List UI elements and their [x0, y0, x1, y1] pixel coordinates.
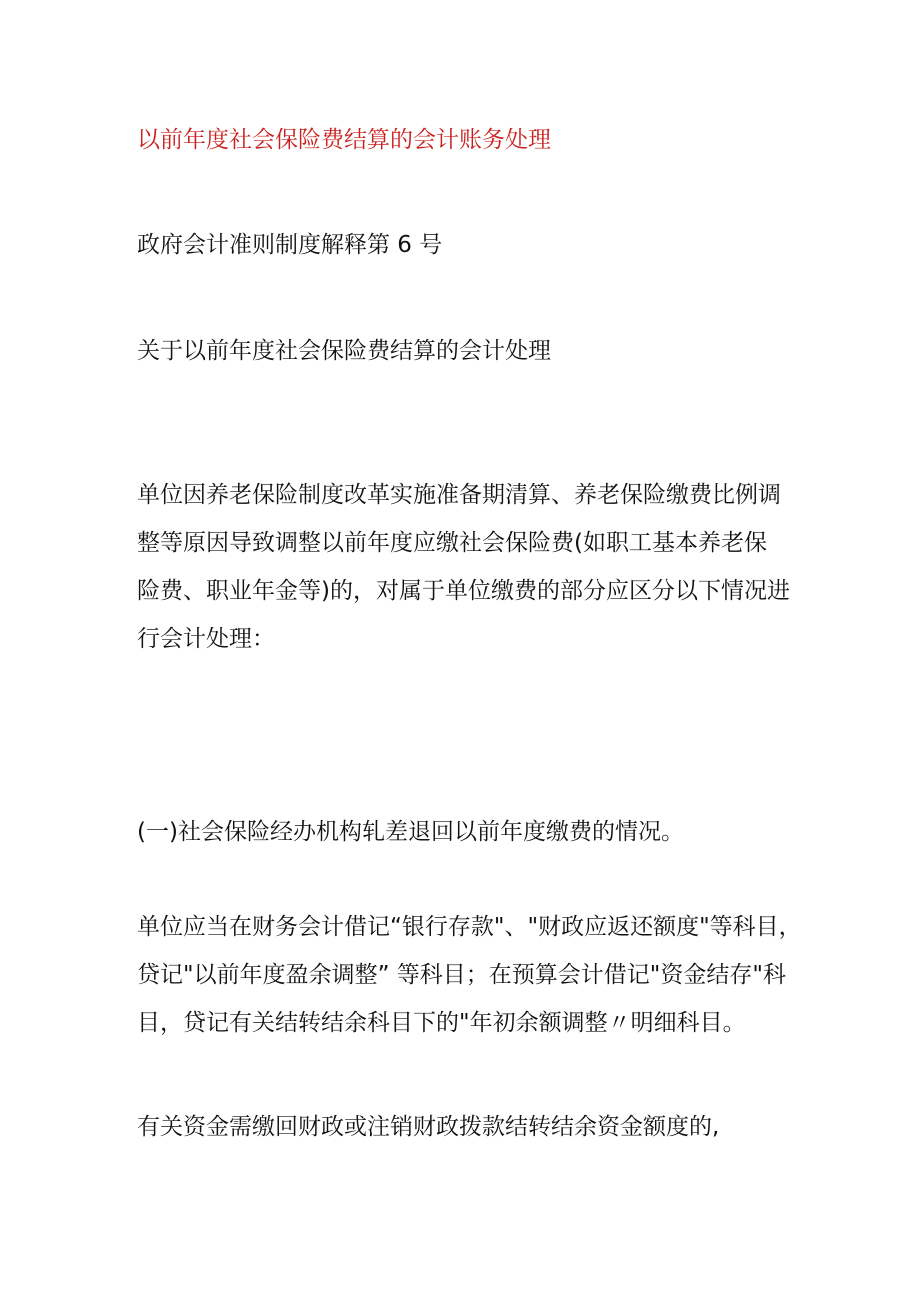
section-1-line-3: 目，贷记有关结转结余科目下的"年初余额调整〃明细科目。 [137, 1010, 746, 1036]
section-1-line-1: 单位应当在财务会计借记“银行存款"、"财政应返还额度"等科目， [137, 914, 802, 940]
intro-line-1: 单位因养老保险制度改革实施准备期清算、养老保险缴费比例调 [137, 482, 781, 508]
document-subtitle: 政府会计准则制度解释第 6 号 [137, 232, 443, 258]
intro-line-3: 险费、职业年金等)的，对属于单位缴费的部分应区分以下情况进 [137, 578, 790, 604]
section-1-note: 有关资金需缴回财政或注销财政拨款结转结余资金额度的, [137, 1114, 720, 1140]
intro-line-4: 行会计处理： [137, 626, 275, 652]
intro-line-2: 整等原因导致调整以前年度应缴社会保险费(如职工基本养老保 [137, 530, 767, 556]
document-title: 以前年度社会保险费结算的会计账务处理 [137, 127, 551, 153]
section-heading: 关于以前年度社会保险费结算的会计处理 [137, 338, 551, 364]
section-1-line-2: 贷记"以前年度盈余调整” 等科目；在预算会计借记"资金结存"科 [137, 962, 786, 988]
section-1-title: (一)社会保险经办机构轧差退回以前年度缴费的情况。 [137, 819, 684, 845]
